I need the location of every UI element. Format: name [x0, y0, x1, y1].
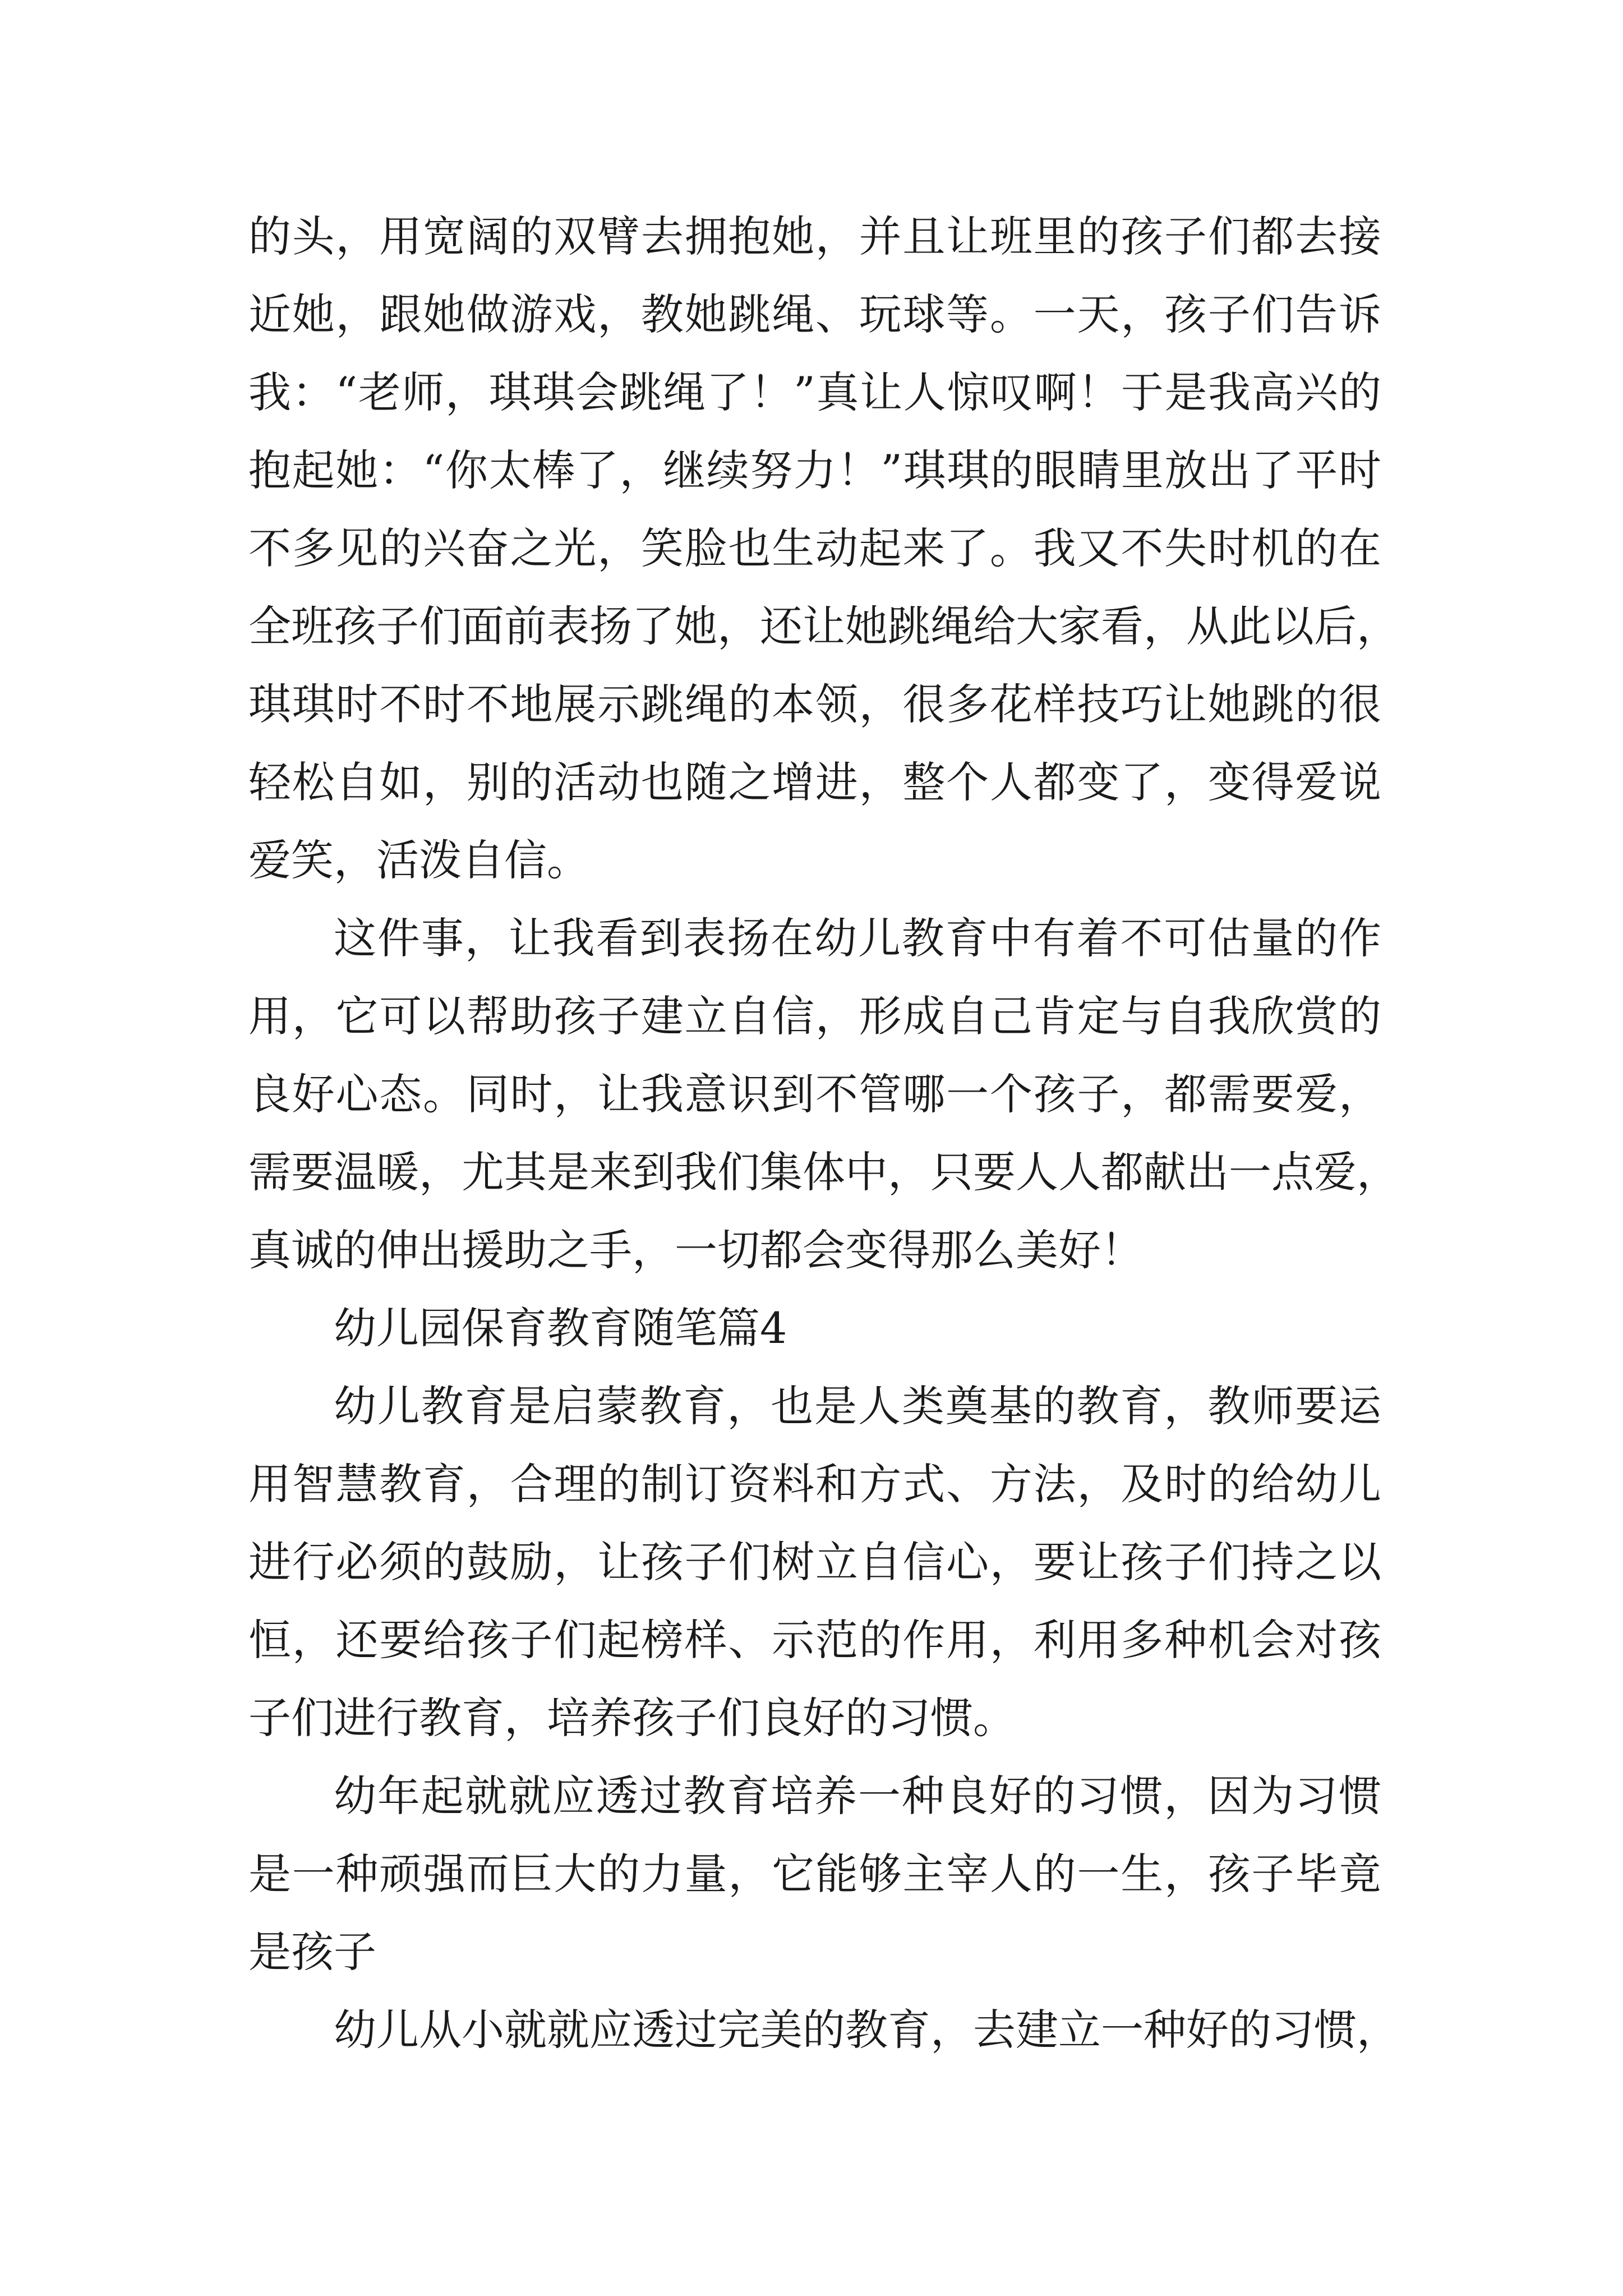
text-line: 我：“老师，琪琪会跳绳了！”真让人惊叹啊！于是我高兴的	[248, 367, 1381, 417]
text-line: 良好心态。同时，让我意识到不管哪一个孩子，都需要爱，	[248, 1069, 1381, 1119]
text-line: 真诚的伸出援助之手，一切都会变得那么美好！	[248, 1225, 1144, 1275]
section-heading: 幼儿园保育教育随笔篇4	[334, 1303, 787, 1353]
text-line: 进行必须的鼓励，让孩子们树立自信心，要让孩子们持之以	[248, 1537, 1381, 1587]
paragraph-first-line: 幼儿教育是启蒙教育，也是人类奠基的教育，教师要运	[334, 1381, 1381, 1431]
text-line: 的头，用宽阔的双臂去拥抱她，并且让班里的孩子们都去接	[248, 211, 1381, 261]
text-line: 用，它可以帮助孩子建立自信，形成自己肯定与自我欣赏的	[248, 991, 1381, 1041]
text-line: 恒，还要给孩子们起榜样、示范的作用，利用多种机会对孩	[248, 1615, 1381, 1665]
text-line: 近她，跟她做游戏，教她跳绳、玩球等。一天，孩子们告诉	[248, 289, 1381, 339]
text-line: 是一种顽强而巨大的力量，它能够主宰人的一生，孩子毕竟	[248, 1849, 1381, 1899]
text-line: 子们进行教育，培养孩子们良好的习惯。	[248, 1693, 1016, 1743]
text-line: 不多见的兴奋之光，笑脸也生动起来了。我又不失时机的在	[248, 523, 1381, 573]
text-line: 轻松自如，别的活动也随之增进，整个人都变了，变得爱说	[248, 757, 1381, 807]
text-line: 抱起她：“你太棒了，继续努力！”琪琪的眼睛里放出了平时	[248, 445, 1381, 495]
text-line: 爱笑，活泼自信。	[248, 835, 589, 885]
text-line: 是孩子	[248, 1927, 376, 1977]
paragraph-first-line: 幼年起就就应透过教育培养一种良好的习惯，因为习惯	[334, 1771, 1381, 1821]
paragraph-first-line: 幼儿从小就就应透过完美的教育，去建立一种好的习惯，	[334, 2005, 1399, 2055]
text-line: 需要温暖，尤其是来到我们集体中，只要人人都献出一点爱，	[248, 1147, 1399, 1197]
text-line: 琪琪时不时不地展示跳绳的本领，很多花样技巧让她跳的很	[248, 679, 1381, 729]
text-line: 全班孩子们面前表扬了她，还让她跳绳给大家看，从此以后，	[248, 601, 1399, 651]
paragraph-first-line: 这件事，让我看到表扬在幼儿教育中有着不可估量的作	[334, 913, 1381, 963]
text-line: 用智慧教育，合理的制订资料和方式、方法，及时的给幼儿	[248, 1459, 1381, 1509]
document-body	[248, 197, 1399, 2069]
